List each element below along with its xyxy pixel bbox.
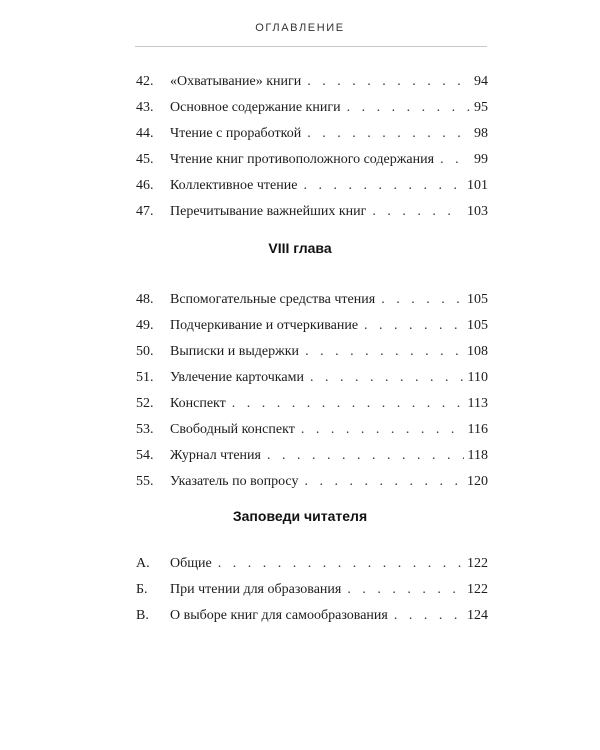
entry-number: 49. [136,318,154,333]
entry-title: Чтение с проработкой [170,126,302,141]
entry-number: 47. [136,204,154,219]
toc-entry [136,578,488,601]
toc-entry [136,70,488,93]
toc-section-1 [136,70,488,226]
entry-title: «Охватывание» книги [170,74,302,89]
dot-leader [381,288,463,311]
toc-entry [136,392,488,415]
entry-page: 120 [467,474,488,489]
entry-number: 46. [136,178,154,193]
entry-page: 118 [467,448,488,463]
toc-section-3 [136,552,488,630]
entry-number: Б. [136,582,148,597]
entry-page: 103 [467,204,488,219]
entry-page: 94 [474,74,488,89]
toc-entry [136,288,488,311]
entry-number: В. [136,608,149,623]
entry-number: 50. [136,344,154,359]
entry-title: Журнал чтения [170,448,261,463]
entry-number: 52. [136,396,154,411]
entry-number: 48. [136,292,154,307]
entry-page: 99 [474,152,488,167]
header-rule [135,46,487,47]
toc-entry [136,470,488,493]
dot-leader [307,122,470,145]
dot-leader [347,96,470,119]
dot-leader [267,444,464,467]
entry-title: Вспомогательные средства чтения [170,292,376,307]
toc-entry [136,604,488,627]
entry-number: 45. [136,152,154,167]
dot-leader [347,578,463,601]
toc-entry [136,148,488,171]
toc-entry [136,340,488,363]
entry-number: 53. [136,422,154,437]
entry-page: 101 [467,178,488,193]
dot-leader [394,604,463,627]
entry-number: 44. [136,126,154,141]
entry-page: 98 [474,126,488,141]
toc-entry [136,200,488,223]
entry-number: 42. [136,74,154,89]
entry-number: 55. [136,474,154,489]
entry-number: 51. [136,370,154,385]
toc-section-2 [136,288,488,496]
toc-entry [136,96,488,119]
entry-title: Увлечение карточками [170,370,304,385]
entry-title: Общие [170,556,212,571]
entry-number: 54. [136,448,154,463]
dot-leader [301,418,464,441]
toc-entry [136,418,488,441]
entry-number: 43. [136,100,154,115]
entry-title: Подчеркивание и отчеркивание [170,318,359,333]
running-header: ОГЛАВЛЕНИЕ [255,22,345,34]
dot-leader [372,200,463,223]
entry-title: Указатель по вопросу [170,474,299,489]
dot-leader [440,148,470,171]
toc-entry [136,444,488,467]
entry-page: 122 [467,582,488,597]
dot-leader [364,314,463,337]
dot-leader [232,392,464,415]
entry-title: Основное содержание книги [170,100,341,115]
entry-page: 110 [467,370,488,385]
toc-entry [136,314,488,337]
dot-leader [307,70,470,93]
toc-entry [136,122,488,145]
entry-page: 105 [467,292,488,307]
entry-title: При чтении для образования [170,582,342,597]
entry-title: Выписки и выдержки [170,344,300,359]
entry-page: 113 [467,396,488,411]
entry-page: 95 [474,100,488,115]
toc-entry [136,174,488,197]
dot-leader [303,174,463,197]
toc-entry [136,552,488,575]
dot-leader [310,366,464,389]
chapter-heading: VIII глава [268,240,332,256]
section-heading: Заповеди читателя [232,508,368,524]
entry-page: 116 [467,422,488,437]
entry-page: 105 [467,318,488,333]
entry-page: 124 [467,608,488,623]
dot-leader [304,470,463,493]
entry-page: 122 [467,556,488,571]
entry-title: Коллективное чтение [170,178,298,193]
entry-title: О выборе книг для самообразования [170,608,388,623]
entry-title: Перечитывание важнейших книг [170,204,367,219]
toc-entry [136,366,488,389]
entry-number: А. [136,556,150,571]
entry-title: Свободный конспект [170,422,295,437]
dot-leader [305,340,463,363]
entry-title: Конспект [170,396,226,411]
dot-leader [218,552,463,575]
entry-page: 108 [467,344,488,359]
entry-title: Чтение книг противоположного содержания [170,152,435,167]
